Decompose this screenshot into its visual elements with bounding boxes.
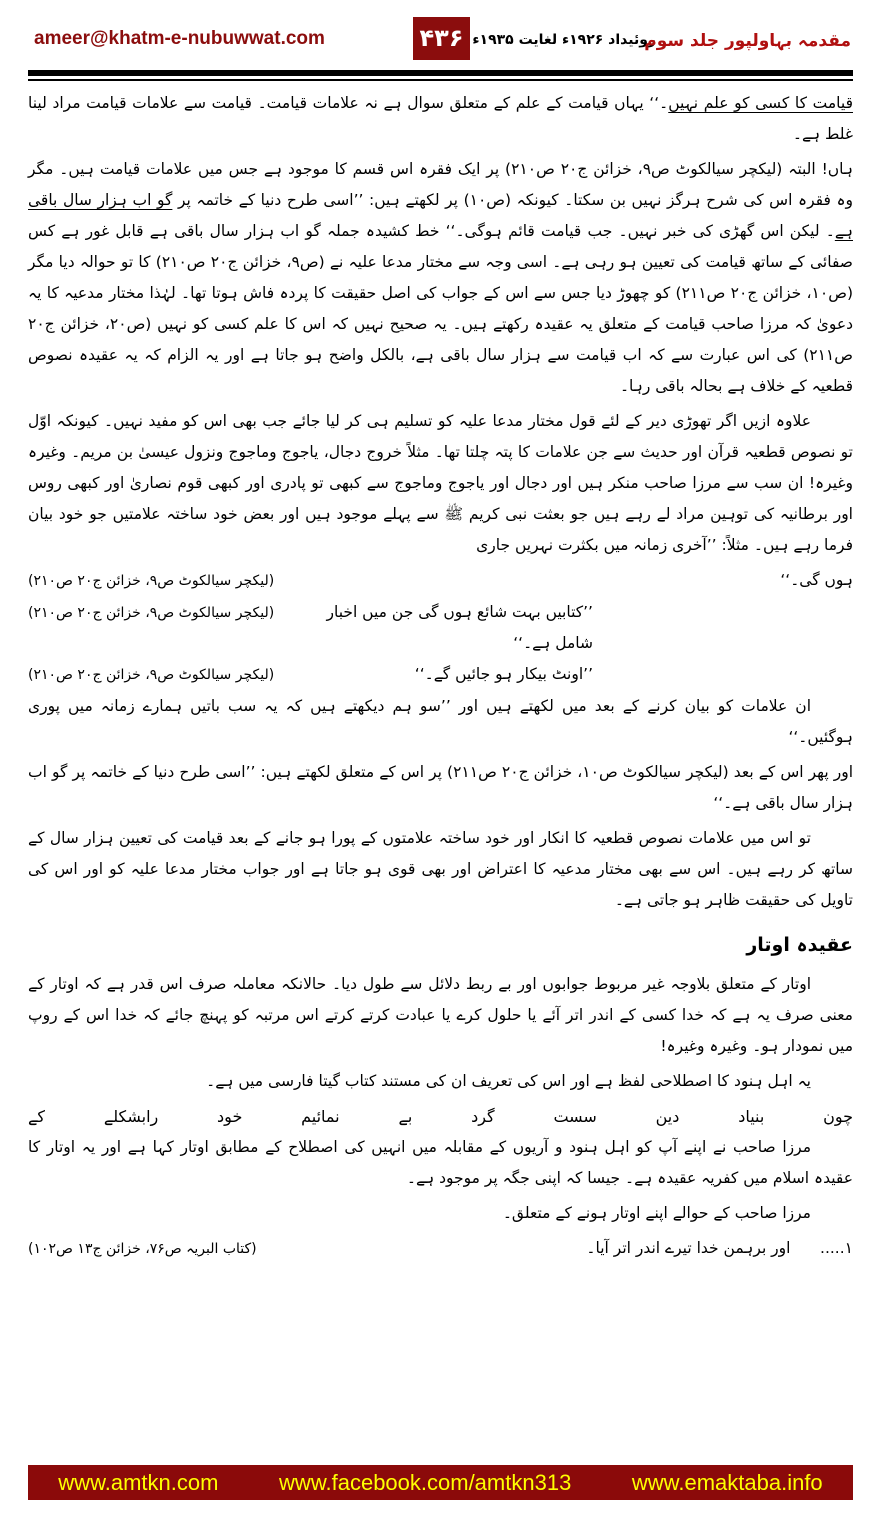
paragraph: مرزا صاحب کے حوالے اپنے اوتار ہونے کے متعلق۔ <box>502 1204 811 1222</box>
verse-word: گرد <box>471 1107 495 1126</box>
text-segment: مختار مدعا علیہ نے (ص۹، خزائن ج۲۰ ص۲۱۰) کا تو حوالہ دیا مگر (ص۱۰، خزائن ج۲۰ ص۲۱۱) کو چھوڑ دیا جس سے اس کے جواب کی اصل حقیقت کا <box>28 253 853 302</box>
text-segment: ۔ لیکن اس گھڑی کی خبر نہیں۔ <box>618 222 835 240</box>
text-segment: ہیں۔ اس سے بھی مختار مدعیہ کا اعتراض اور بھی قوی ہو جاتا ہے اور جواب مختار مدعا علیہ کو اور اس کی تاویل کی حقیقت ظاہر ہو جاتی ہے۔ <box>28 860 853 909</box>
paragraph <box>28 969 853 1062</box>
quote-line: ’’اونٹ بیکار ہو جائیں گے۔‘‘ <box>414 665 593 683</box>
quote-row <box>28 659 853 691</box>
verse-word: کے <box>28 1107 46 1126</box>
verse-word: سست <box>553 1107 597 1126</box>
text-segment: باقی ہے۔‘‘ <box>713 794 785 812</box>
footer-link-facebook[interactable]: www.facebook.com/amtkn313 <box>279 1469 572 1495</box>
text-segment: جب قیامت قائم ہوگی۔‘‘ خط کشیدہ جملہ گو اب ہزار سال باقی ہے قابل غور ہے کس صفائی کے ساتھ قیامت کی تعیین ہو رہی ہے۔ اسی وجہ سے <box>28 222 853 271</box>
header-email[interactable]: ameer@khatm-e-nubuwwat.com <box>34 28 325 49</box>
text-segment: اور پھر اس کے بعد (لیکچر سیالکوٹ ص۱۰، خزائن ج۲۰ ص۲۱۱) پر اس کے متعلق لکھتے ہیں: ’’اسی طرح دنیا کے خاتمہ پر گو اب ہزار سال <box>28 763 854 812</box>
verse-word: نمائیم <box>301 1107 340 1126</box>
underlined-text: قیامت کا کسی کو علم نہیں <box>668 94 853 112</box>
paragraph: یہ اہل ہنود کا اصطلاحی لفظ ہے اور اس کی تعریف ان کی مستند کتاب گیتا فارسی میں ہے۔ <box>206 1072 811 1090</box>
quote-row <box>28 565 853 597</box>
header-rule-thin <box>28 79 853 81</box>
text-segment: اسلام میں کفریہ عقیدہ ہے۔ جیسا کہ اپنی جگہ پر موجود ہے۔ <box>406 1169 810 1187</box>
text-segment: صاحب منکر ہیں اور دجال اور یاجوج وماجوج سے کبھی تو پادری اور کبھی قوم نصاریٰ اور کبھی روس اور برطانیہ کی توہین مراد لے رہے ہیں جو <box>28 474 853 523</box>
header-rule-thick <box>28 70 853 76</box>
persian-verse <box>28 1101 853 1132</box>
quote-row <box>28 1233 853 1265</box>
text-segment: شرح ہرگز نہیں بن سکتا۔ کیونکہ (ص۱۰) پر لکھتے ہیں: ’’اسی طرح دنیا کے خاتمہ پر <box>172 191 738 209</box>
text-segment: قرآن اور حدیث سے جن علامات کا پتہ چلتا تھا۔ مثلاً خروج دجال، یاجوج وماجوج ونزول عیسیٰ بن مریم۔ وغیرہ وغیرہ! ان سب سے مرزا <box>28 443 854 492</box>
footer-links-bar <box>28 1465 853 1500</box>
numbered-quote <box>586 1233 853 1264</box>
text-segment: ۔‘‘ یہاں قیامت کے علم کے متعلق سوال ہے نہ علامات قیامت۔ قیامت سے علامات قیامت مراد لینا غلط ہے۔ <box>28 94 853 143</box>
page-number: ۴۳۶ <box>413 17 470 60</box>
proceedings-range: روئیداد ۱۹۲۶ء لغایت ۱۹۳۵ء <box>472 32 656 48</box>
text-segment: اوتار کے متعلق بلاوجہ غیر مربوط جوابوں اور بے ربط دلائل سے طول دیا۔ حالانکہ معاملہ صرف اس قدر ہے کہ اوتار کے معنی صرف یہ <box>28 975 853 1024</box>
text-segment: مرزا صاحب نے اپنے آپ کو اہل ہنود و آریوں کے مقابلہ میں انہیں کی اصطلاح کے مطابق اوتار کہا ہے اور یہ اوتار کا عقیدہ <box>28 1138 853 1187</box>
paragraph <box>28 1132 853 1194</box>
underlined-text: گو اب ہزار سال باقی ہے <box>28 191 853 240</box>
text-segment: ہے کہ خدا کسی کے اندر اتر آئے یا حلول کرے یا عبادت کرتے کرتے اس مرتبہ کو پہنچ جائے کہ خدا اس کے روپ میں نمودار ہو۔ وغیرہ وغیرہ! <box>28 1006 853 1055</box>
citation: (لیکچر سیالکوٹ ص۹، خزائن ج۲۰ ص۲۱۰) <box>28 667 275 683</box>
text-segment: ہاں! البتہ (لیکچر سیالکوٹ ص۹، خزائن ج۲۰ ص۲۱۰) پر ایک فقرہ اس قسم کا موجود ہے جس میں علامات قیامت ہیں۔ مگر وہ فقرہ اس کی <box>28 160 854 209</box>
paragraph <box>28 88 853 150</box>
quote-line: ’’کتابیں بہت شائع ہوں گی جن میں اخبار شامل ہے۔‘‘ <box>326 603 593 652</box>
quote-line: اور برہمن خدا تیرے اندر اتر آیا۔ <box>586 1239 791 1257</box>
verse-word: رابشکلے <box>103 1107 159 1126</box>
verse-word: بے <box>398 1107 413 1126</box>
text-segment: پردہ فاش ہوتا تھا۔ لہٰذا مختار مدعیہ کا یہ دعویٰ کہ مرزا صاحب قیامت کے متعلق یہ عقیدہ رکھتے ہیں۔ یہ صحیح نہیں کہ اس کا علم کسی کو نہیں (ص۲۰، <box>28 284 853 333</box>
citation: (لیکچر سیالکوٹ ص۹، خزائن ج۲۰ ص۲۱۰) <box>28 605 275 621</box>
text-segment: علاوہ ازیں اگر تھوڑی دیر کے لئے قول مختار مدعا علیہ کو تسلیم ہی کر لیا جائے جب بھی اس کو مفید نہیں۔ کیونکہ اوّل تو نصوص قطعیہ <box>28 412 853 461</box>
document-body <box>28 88 853 1265</box>
verse-word: دین <box>655 1107 680 1126</box>
paragraph <box>28 757 853 819</box>
paragraph <box>28 823 853 916</box>
section-heading: عقیدہ اوتار <box>746 934 853 956</box>
paragraph: ان علامات کو بیان کرنے کے بعد میں لکھتے ہیں اور ’’سو ہم دیکھتے ہیں کہ یہ سب باتیں ہمارے زمانہ میں پوری ہوگئیں۔‘‘ <box>28 697 853 746</box>
citation: (لیکچر سیالکوٹ ص۹، خزائن ج۲۰ ص۲۱۰) <box>28 573 275 589</box>
paragraph <box>28 154 853 402</box>
citation: (کتاب البریہ ص۷۶، خزائن ج۱۳ ص۱۰۲) <box>28 1241 257 1257</box>
paragraph <box>28 406 853 561</box>
volume-title: مقدمہ بہاولپور جلد سوم <box>644 31 851 51</box>
verse-word: خود <box>217 1107 243 1126</box>
footer-link-amtkn[interactable]: www.amtkn.com <box>58 1469 219 1495</box>
verse-word: بنیاد <box>738 1107 765 1126</box>
text-segment: تو اس میں علامات نصوص قطعیہ کا انکار اور خود ساختہ علامتوں کے پورا ہو جانے کے بعد قیامت کی تعیین ہزار سال کے ساتھ کر رہے <box>28 829 853 878</box>
text-segment: خلاف ہے بحالہ باقی رہا۔ <box>619 377 786 395</box>
verse-word: چون <box>823 1107 853 1126</box>
quote-line: ہوں گی۔‘‘ <box>780 571 853 589</box>
footer-link-emaktaba[interactable]: www.emaktaba.info <box>631 1469 823 1495</box>
quote-row <box>28 597 853 659</box>
text-segment: بعثت نبی کریم ﷺ سے پہلے موجود ہیں اور بعض خود ساختہ علامتیں جو خود بیان فرما رہے ہیں۔ مثلاً: ’’آخری زمانہ میں بکثرت نہریں جاری <box>28 505 853 554</box>
list-number: ۱..... <box>820 1239 853 1257</box>
text-segment: خزائن ج۲۰ ص۲۱۱) کی اس عبارت سے کہ اب قیامت سے ہزار سال باقی ہے، بالکل واضح ہو جاتا ہے اور یہ الزام کہ یہ عقیدہ نصوص قطعیہ کے <box>28 315 853 395</box>
